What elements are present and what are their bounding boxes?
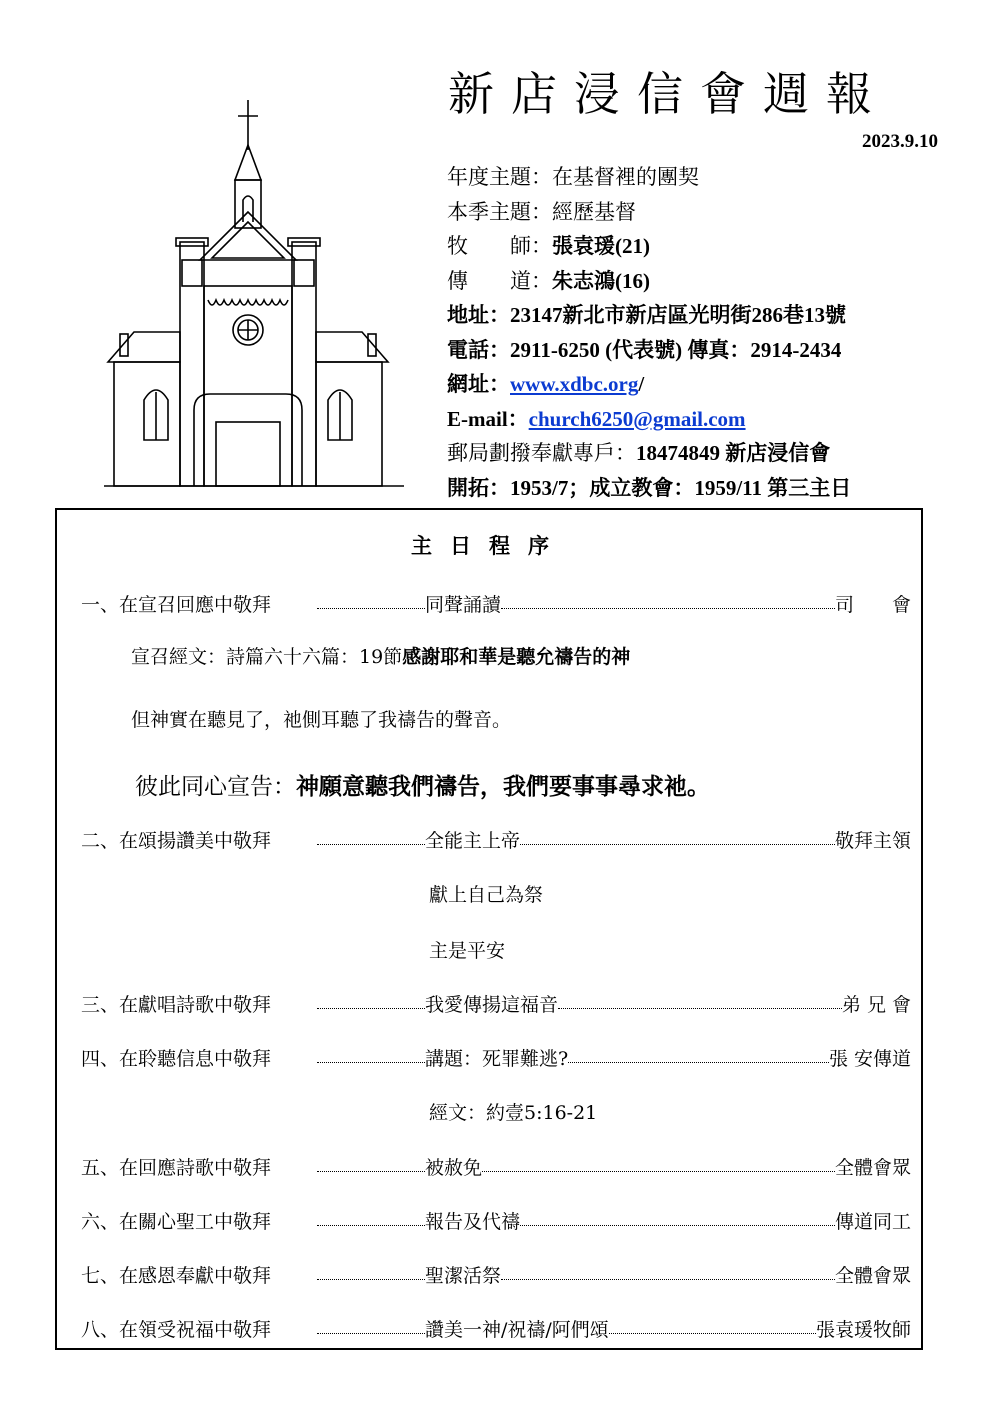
info-preacher: 傳 道：朱志鴻(16)	[447, 268, 650, 293]
sermon-scripture: 經文：約壹5:16-21	[429, 1102, 598, 1124]
song-extra: 獻上自己為祭	[429, 884, 544, 906]
email-link[interactable]: church6250@gmail.com	[528, 406, 746, 431]
church-illustration	[104, 100, 404, 490]
bulletin-date: 2023.9.10	[862, 131, 938, 152]
program-row: 七、在感恩奉獻中敬拜 聖潔活祭 全體會眾	[81, 1264, 911, 1287]
info-theme-season: 本季主題：經歷基督	[447, 199, 636, 224]
call-scripture: 宣召經文：詩篇六十六篇：19節感謝耶和華是聽允禱告的神	[131, 646, 631, 668]
info-postal: 郵局劃撥奉獻專戶：18474849 新店浸信會	[447, 441, 831, 465]
program-row: 六、在關心聖工中敬拜 報告及代禱 傳道同工	[81, 1210, 911, 1233]
church-info	[447, 160, 851, 505]
info-email: E-mail：church6250@gmail.com	[447, 406, 746, 431]
info-website: 網址：www.xdbc.org/	[447, 372, 645, 396]
program-title: 主日程序	[411, 533, 567, 558]
declaration: 彼此同心宣告：神願意聽我們禱告，我們要事事尋求祂。	[135, 773, 710, 800]
program-row: 二、在頌揚讚美中敬拜 全能主上帝 敬拜主領	[81, 829, 911, 852]
info-founding: 開拓：1953/7；成立教會：1959/11 第三主日	[447, 475, 852, 500]
program-row: 一、在宣召回應中敬拜 同聲誦讀 司 會	[81, 593, 911, 616]
program-box	[55, 508, 923, 1350]
program-row: 五、在回應詩歌中敬拜 被赦免 全體會眾	[81, 1156, 911, 1179]
call-scripture-line2: 但神實在聽見了，祂側耳聽了我禱告的聲音。	[131, 709, 512, 731]
info-address: 地址：23147新北市新店區光明街286巷13號	[447, 303, 846, 327]
website-link[interactable]: www.xdbc.org	[510, 372, 639, 396]
bulletin-title: 新店浸信會週報	[448, 67, 889, 121]
program-row: 三、在獻唱詩歌中敬拜 我愛傳揚這福音 弟 兄 會	[81, 993, 911, 1016]
program-row: 四、在聆聽信息中敬拜 講題：死罪難逃? 張 安傳道	[81, 1047, 911, 1070]
song-extra: 主是平安	[429, 940, 506, 962]
info-phone: 電話：2911-6250 (代表號) 傳真：2914-2434	[447, 337, 842, 362]
info-pastor: 牧 師：張袁瑗(21)	[447, 234, 650, 258]
program-row: 八、在領受祝福中敬拜 讚美一神/祝禱/阿們頌 張袁瑗牧師	[81, 1318, 911, 1341]
info-theme-year: 年度主題：在基督裡的團契	[447, 165, 699, 189]
